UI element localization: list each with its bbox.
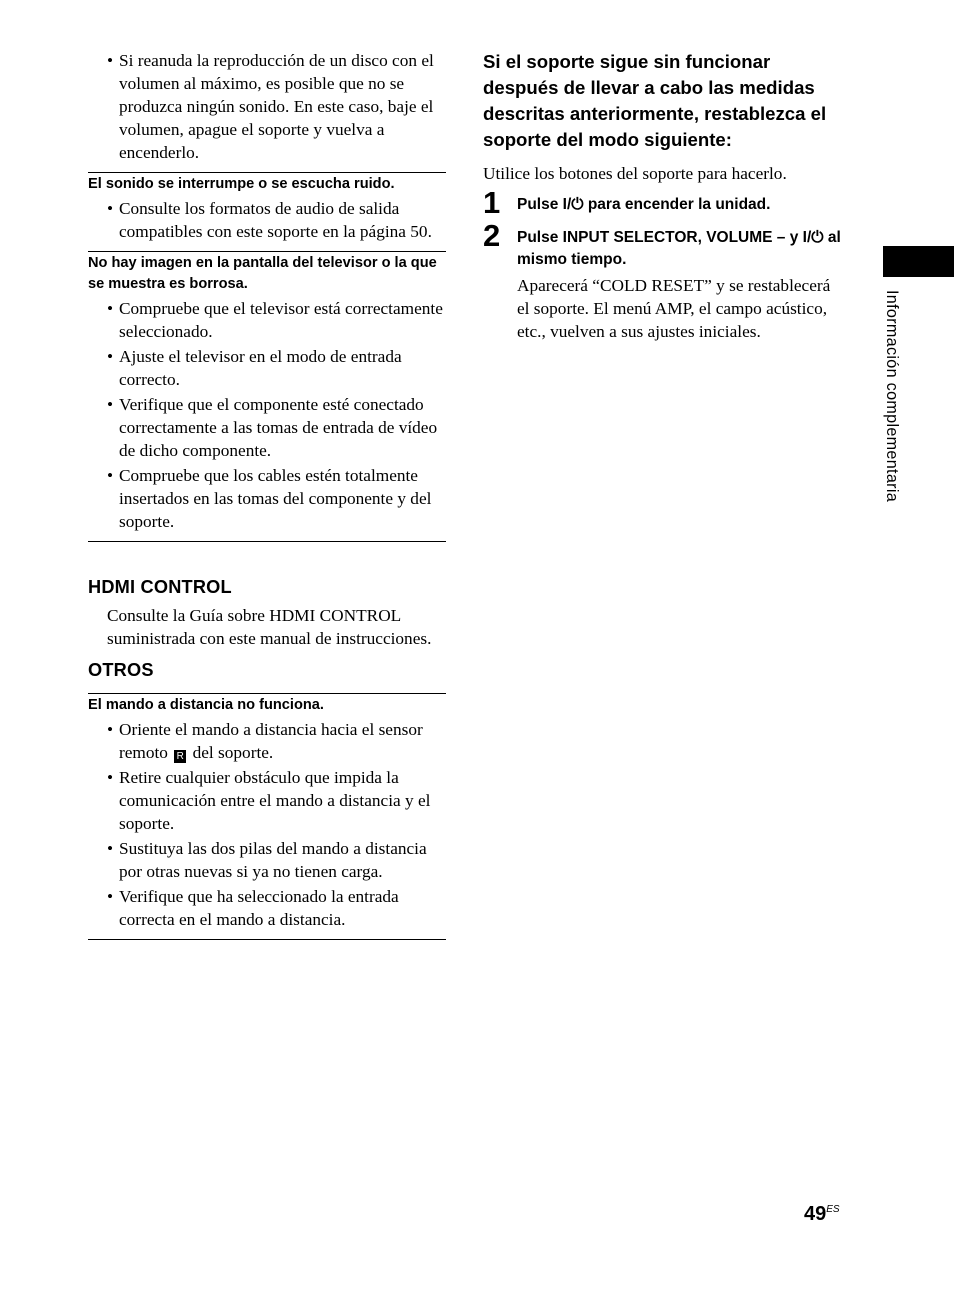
list-item-text: del soporte. [192,743,274,762]
list-item: • Si reanuda la reproducción de un disco con el volumen al máximo, es posible que no se produzca ningún sonido. En este caso, baje el volumen, apague el soporte y vuelva a encenderlo. [88,49,446,164]
list-item-text: Oriente el mando a distancia hacia el sensor remoto [119,720,423,762]
list-item: • Verifique que ha seleccionado la entrada correcta en el mando a distancia. [88,885,446,931]
divider [88,251,446,252]
answer-bullet-list [88,197,446,243]
section-tab-marker [883,246,954,277]
answer-bullet-list [88,718,446,931]
divider [88,172,446,173]
list-item: • Compruebe que el televisor está correctamente seleccionado. [88,297,446,343]
page-number [804,1203,840,1226]
remote-sensor-icon: R [174,750,186,763]
divider [88,541,446,542]
divider [88,693,446,694]
answer-bullet-list [88,297,446,533]
list-item: • Compruebe que los cables estén totalmente insertados en las tomas del componente y del soporte. [88,464,446,533]
question-heading: No hay imagen en la pantalla del televisor o la que se muestra es borrosa. [88,255,437,292]
step-instruction: Pulse I/⏻ para encender la unidad. [517,196,771,213]
divider [88,939,446,940]
step-number: 2 [483,218,501,253]
step-1 [483,185,845,220]
hdmi-paragraph: Consulte la Guía sobre HDMI CONTROL suministrada con este manual de instrucciones. [107,606,432,648]
list-item: • Retire cualquier obstáculo que impida la comunicación entre el mando a distancia y el soporte. [88,766,446,835]
section-heading-hdmi: HDMI CONTROL [88,577,232,597]
section-side-label: Información complementaria [883,290,901,503]
step-detail: Aparecerá “COLD RESET” y se restablecerá el soporte. El menú AMP, el campo acústico, etc., vuelven a sus ajustes iniciales. [517,276,831,341]
step-number: 1 [483,185,501,220]
reset-heading: Si el soporte sigue sin funcionar después de llevar a cabo las medidas descritas anteriormente, restablezca el soporte del modo siguiente: [483,51,827,150]
question-heading: El sonido se interrumpe o se escucha ruido. [88,176,395,192]
step-instruction: Pulse INPUT SELECTOR, VOLUME – y I/⏻ al mismo tiempo. [517,229,841,268]
list-item: • Ajuste el televisor en el modo de entrada correcto. [88,345,446,391]
list-item: • Consulte los formatos de audio de salida compatibles con este soporte en la página 50. [88,197,446,243]
list-item: • Verifique que el componente esté conectado correctamente a las tomas de entrada de vídeo de dicho componente. [88,393,446,462]
page-number-value: 49 [804,1203,827,1225]
left-column [88,49,446,940]
page-language-code: ES [826,1204,840,1215]
list-item [88,718,446,764]
list-item: • Sustituya las dos pilas del mando a distancia por otras nuevas si ya no tienen carga. [88,837,446,883]
right-column [483,49,845,343]
reset-intro: Utilice los botones del soporte para hacerlo. [483,164,787,183]
question-heading: El mando a distancia no funciona. [88,697,324,713]
intro-bullet-list [88,49,446,164]
section-heading-otros: OTROS [88,660,154,680]
step-2 [483,218,845,343]
